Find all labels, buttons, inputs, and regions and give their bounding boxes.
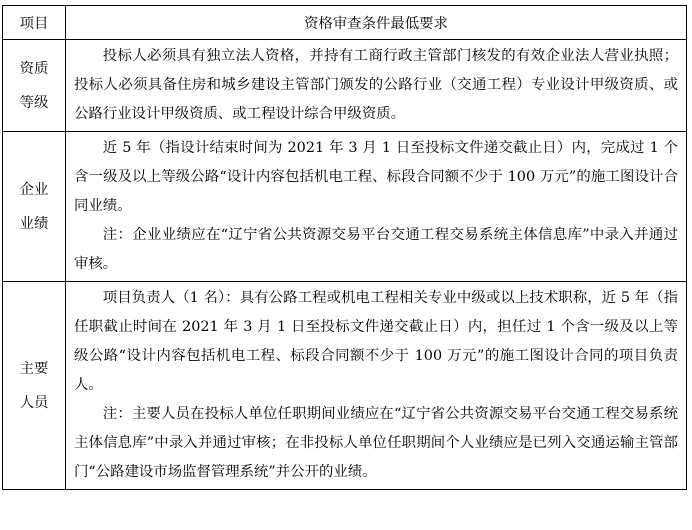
header-requirements: 资格审查条件最低要求 <box>66 6 687 40</box>
requirement-paragraph: 投标人必须具有独立法人资格，并持有工商行政主管部门核发的有效企业法人营业执照；投标人必须具备住房和城乡建设主管部门颁发的公路行业（交通工程）专业设计甲级资质、或公路行业设计甲级资质、或工程设计综合甲级资质。 <box>74 48 678 122</box>
requirement-cell <box>66 40 687 132</box>
requirement-note: 注：主要人员在投标人单位任职期间业绩应在“辽宁省公共资源交易平台交通工程交易系统主体信息库”中录入并通过审核；在非投标人单位任职期间个人业绩应是已列入交通运输主管部门“公路建设市场监督管理系统”并公开的业绩。 <box>74 406 678 480</box>
table-row-qualification-level <box>3 40 687 132</box>
row-label-line: 业绩 <box>19 215 49 232</box>
row-label-line: 人员 <box>19 394 49 411</box>
row-label-line: 主要 <box>19 360 49 377</box>
qualification-table <box>2 5 687 490</box>
table-row-company-performance <box>3 132 687 282</box>
row-label-line: 等级 <box>19 94 49 111</box>
requirement-cell <box>66 282 687 490</box>
row-label-line: 资质 <box>19 60 49 77</box>
requirement-cell <box>66 132 687 282</box>
row-label <box>3 132 66 282</box>
row-label <box>3 282 66 490</box>
row-label-line: 企业 <box>19 181 49 198</box>
row-label <box>3 40 66 132</box>
table-header-row <box>3 6 687 40</box>
requirement-paragraph: 近 5 年（指设计结束时间为 2021 年 3 月 1 日至投标文件递交截止日）内，完成过 1 个含一级及以上等级公路“设计内容包括机电工程、标段合同额不少于 100 万元”的施工图设计合同业绩。 <box>74 140 678 214</box>
table-row-key-personnel <box>3 282 687 490</box>
header-item: 项目 <box>3 6 66 40</box>
requirement-paragraph: 项目负责人（1 名）：具有公路工程或机电工程相关专业中级或以上技术职称，近 5 年（指任职截止时间在 2021 年 3 月 1 日至投标文件递交截止日）内，担任过 1 个含一级及以上等级公路“设计内容包括机电工程、标段合同额不少于 100 万元”的施工图设计合同的项目负责人。 <box>74 290 678 393</box>
requirement-note: 注：企业业绩应在“辽宁省公共资源交易平台交通工程交易系统主体信息库”中录入并通过审核。 <box>74 227 678 272</box>
